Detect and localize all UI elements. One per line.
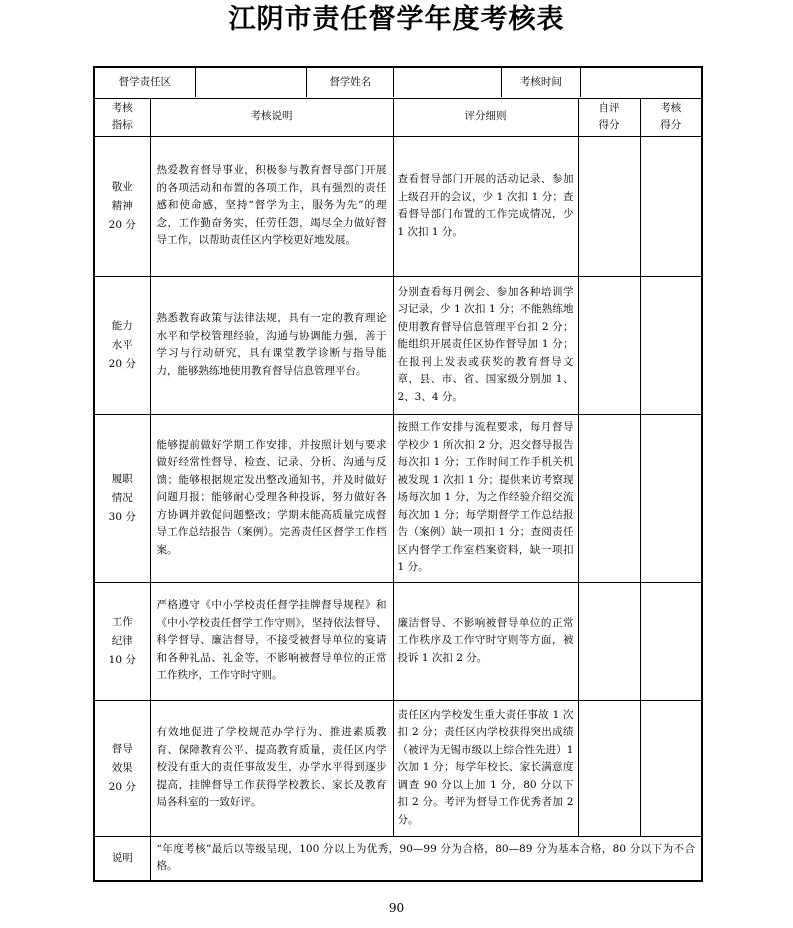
page-title: 江阴市责任督学年度考核表 — [228, 4, 565, 35]
inspector-name-value[interactable] — [394, 68, 501, 97]
note-row — [94, 836, 702, 881]
page-number: 90 — [388, 901, 405, 915]
table-row — [94, 700, 702, 836]
info-row — [94, 67, 702, 98]
header-row — [94, 98, 702, 136]
self-score-cell[interactable] — [578, 276, 640, 414]
table-row — [94, 276, 702, 414]
self-score-cell[interactable] — [578, 414, 640, 582]
table-row — [94, 136, 702, 276]
indicator-cell: 履职 情况 30 分 — [94, 414, 150, 582]
assessed-score-cell[interactable] — [640, 582, 702, 700]
self-score-cell[interactable] — [578, 136, 640, 276]
info-grid — [95, 68, 701, 97]
assessment-table — [93, 66, 703, 882]
assessment-time-value[interactable] — [581, 68, 701, 97]
self-score-cell[interactable] — [578, 582, 640, 700]
description-cell: 有效地促进了学校规范办学行为、推进素质教育、保障教育公平、提高教育质量，责任区内学校没有重大的责任事故发生，办学水平得到逐步提高，挂牌督导工作获得学校教长、家长及教育局各科室的一致好评。 — [150, 700, 393, 836]
note-text: “年度考核”最后以等级呈现，100 分以上为优秀，90—99 分为合格，80—89 分为基本合格，80 分以下为不合格。 — [150, 836, 702, 881]
description-cell: 严格遵守《中小学校责任督学挂牌督导规程》和《中小学校责任督学工作守则》，坚持依法督导、科学督导、廉洁督导，不接受被督导单位的宴请和各种礼品、礼金等，不影响被督导单位的正常工作秩序，工作守时守则。 — [150, 582, 393, 700]
header-self-score: 自评 得分 — [578, 98, 640, 136]
header-assessed-score: 考核 得分 — [640, 98, 702, 136]
indicator-cell: 能力 水平 20 分 — [94, 276, 150, 414]
assessed-score-cell[interactable] — [640, 700, 702, 836]
district-value[interactable] — [195, 68, 306, 97]
header-indicator: 考核 指标 — [94, 98, 150, 136]
note-label: 说明 — [94, 836, 150, 881]
description-cell: 热爱教育督导事业，积极参与教育督导部门开展的各项活动和布置的各项工作，具有强烈的责任感和使命感，坚持“督学为主，服务为先”的理念，工作勤奋务实，任劳任怨，竭尽全力做好督导工作，以帮助责任区内学校更好地发展。 — [150, 136, 393, 276]
self-score-cell[interactable] — [578, 700, 640, 836]
indicator-cell: 工作 纪律 10 分 — [94, 582, 150, 700]
table-row — [94, 414, 702, 582]
assessment-time-label: 考核时间 — [501, 68, 580, 97]
header-description: 考核说明 — [150, 98, 393, 136]
indicator-cell: 敬业 精神 20 分 — [94, 136, 150, 276]
inspector-name-label: 督学姓名 — [307, 68, 394, 97]
assessed-score-cell[interactable] — [640, 414, 702, 582]
indicator-cell: 督导 效果 20 分 — [94, 700, 150, 836]
rules-cell: 查看督导部门开展的活动记录、参加上级召开的会议，少 1 次扣 1 分；查看督导部门布置的工作完成情况，少 1 次扣 1 分。 — [393, 136, 578, 276]
description-cell: 能够提前做好学期工作安排，并按照计划与要求做好经常性督导、检查、记录、分析、沟通与反馈；能够根据规定发出整改通知书，并及时做好问题月报；能够耐心受理各种投诉，努力做好各方协调并敦促问题整改；学期末能高质量完成督导工作总结报告（案例）。完善责任区督学工作档案。 — [150, 414, 393, 582]
assessed-score-cell[interactable] — [640, 136, 702, 276]
table-row — [94, 582, 702, 700]
header-rules: 评分细则 — [393, 98, 578, 136]
district-label: 督学责任区 — [95, 68, 195, 97]
description-cell: 熟悉教育政策与法律法规，具有一定的教育理论水平和学校管理经验，沟通与协调能力强，善于学习与行动研究，具有课堂教学诊断与指导能力，能够熟练地使用教育督导信息管理平台。 — [150, 276, 393, 414]
rules-cell: 按照工作安排与流程要求，每月督导学校少 1 所次扣 2 分，迟交督导报告每次扣 1 分；工作时间工作手机关机被发现 1 次扣 1 分；提供来访考察现场每次加 1 分，为之作经验介绍交流每次加 1 分；每学期督学工作总结报告（案例）缺一项扣 1 分；查阅责任区内督学工作室档案资料，缺一项扣 1 分。 — [393, 414, 578, 582]
rules-cell: 责任区内学校发生重大责任事故 1 次扣 2 分；责任区内学校获得突出成绩（被评为无锡市级以上综合性先进）1 次加 1 分；每学年校长、家长满意度调查 90 分以上加 1 分，80 分以下扣 2 分。考评为督导工作优秀者加 2 分。 — [393, 700, 578, 836]
rules-cell: 分别查看每月例会、参加各种培训学习记录，少 1 次扣 1 分；不能熟练地使用教育督导信息管理平台扣 2 分；能组织开展责任区协作督导加 1 分；在报刊上发表或获奖的教育督导文章，县、市、省、国家级分别加 1、2、3、4 分。 — [393, 276, 578, 414]
assessed-score-cell[interactable] — [640, 276, 702, 414]
rules-cell: 廉洁督导、不影响被督导单位的正常工作秩序及工作守时守则等方面，被投诉 1 次扣 2 分。 — [393, 582, 578, 700]
